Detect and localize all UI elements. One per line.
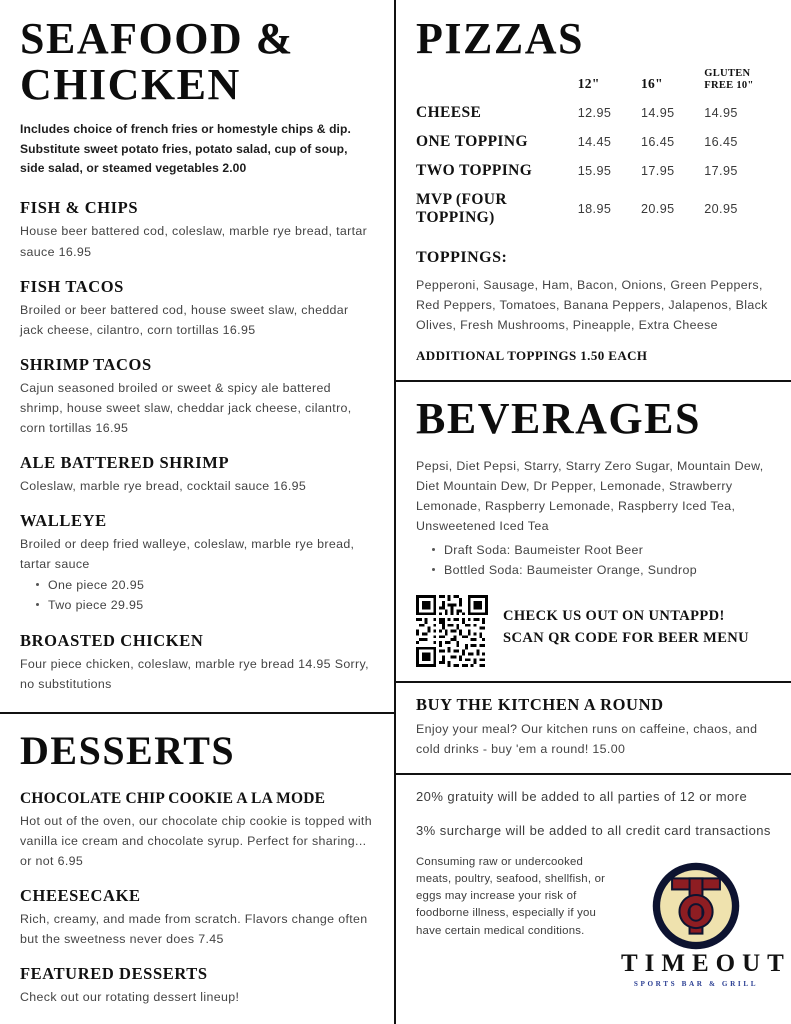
item-description: House beer battered cod, coleslaw, marble rye bread, tartar sauce 16.95 — [20, 224, 368, 259]
seafood-intro-text: Includes choice of french fries or homestyle chips & dip. Substitute sweet potato fries, potato salad, cup of soup, side salad, or steamed vegetables 2.00 — [20, 122, 351, 176]
section-kitchen-round — [396, 683, 791, 759]
item-description: Broiled or deep fried walleye, coleslaw, marble rye bread, tartar sauce — [20, 537, 355, 572]
menu-item — [20, 277, 374, 340]
menu-item — [20, 453, 374, 496]
pizza-price: 14.95 — [641, 106, 675, 121]
pizza-price: 15.95 — [577, 164, 612, 179]
item-name: ALE BATTERED SHRIMP — [20, 453, 230, 473]
kitchen-round-description: Enjoy your meal? Our kitchen runs on caffeine, chaos, and cold drinks - buy 'em a round! 15.00 — [416, 721, 758, 756]
pizza-price: 16.45 — [641, 135, 675, 150]
pizza-name: ONE TOPPING — [416, 133, 528, 151]
section-desserts — [0, 714, 394, 1008]
item-option-list — [34, 575, 374, 615]
timeout-logo — [621, 854, 791, 988]
beverages-option-list — [430, 540, 771, 580]
menu-item — [20, 631, 374, 694]
header-size-gluten-free: GLUTEN FREE 10" — [704, 68, 754, 91]
section-title-seafood-chicken: SEAFOOD & CHICKEN — [20, 14, 294, 110]
list-item: Draft Soda: Baumeister Root Beer — [430, 540, 771, 560]
pizza-price: 14.45 — [577, 135, 612, 150]
untappd-qr-row[interactable] — [416, 595, 771, 667]
pizza-price: 16.45 — [704, 135, 738, 150]
item-name: BROASTED CHICKEN — [20, 630, 204, 650]
footer-row — [416, 854, 791, 988]
additional-toppings-note: ADDITIONAL TOPPINGS 1.50 EACH — [416, 347, 648, 363]
item-name: CHEESECAKE — [20, 886, 141, 905]
section-seafood-chicken — [0, 0, 394, 694]
section-title-desserts: DESSERTS — [20, 727, 236, 773]
menu-item — [20, 198, 374, 261]
menu-item — [20, 886, 374, 949]
qr-code-icon[interactable] — [416, 595, 488, 667]
section-notices — [396, 775, 791, 988]
table-header-row — [416, 68, 771, 99]
menu-item — [20, 964, 374, 1007]
item-description: Hot out of the oven, our chocolate chip cookie is topped with vanilla ice cream and chocolate syrup. Perfect for sharing... or not 6.95 — [20, 813, 372, 868]
header-blank — [416, 68, 578, 99]
pizza-price: 12.95 — [577, 106, 612, 121]
untappd-line-2: SCAN QR CODE FOR BEER MENU — [503, 630, 750, 647]
item-description: Four piece chicken, coleslaw, marble rye bread 14.95 Sorry, no substitutions — [20, 656, 369, 691]
pizza-price: 17.95 — [641, 164, 675, 179]
section-title-beverages: BEVERAGES — [416, 393, 701, 443]
logo-wordmark: TIMEOUT — [621, 949, 791, 977]
item-description: Broiled or beer battered cod, house sweet slaw, cheddar jack cheese, cilantro, corn tortillas 16.95 — [20, 302, 349, 337]
item-name: FISH & CHIPS — [20, 198, 139, 218]
item-name: WALLEYE — [20, 511, 107, 531]
toppings-list: Pepperoni, Sausage, Ham, Bacon, Onions, Green Peppers, Red Peppers, Tomatoes, Banana Peppers, Jalapenos, Black Olives, Fresh Mushrooms, Pineapple, Extra Cheese — [416, 277, 768, 332]
untappd-line-1: CHECK US OUT ON UNTAPPD! — [503, 607, 725, 624]
timeout-monogram-icon — [650, 860, 742, 952]
kitchen-round-title: BUY THE KITCHEN A ROUND — [416, 694, 664, 714]
menu-item — [20, 790, 374, 871]
section-pizzas — [396, 0, 791, 364]
beverages-list: Pepsi, Diet Pepsi, Starry, Starry Zero Sugar, Mountain Dew, Diet Mountain Dew, Dr Pepper, Lemonade, Strawberry Lemonade, Raspberry Lemonade, Raspberry Iced Tea, Unsweetened Iced Tea — [416, 459, 764, 534]
pizza-price: 20.95 — [641, 202, 675, 217]
list-item: One piece 20.95 — [34, 575, 374, 595]
item-description: Coleslaw, marble rye bread, cocktail sauce 16.95 — [20, 479, 307, 494]
pizza-price: 18.95 — [577, 202, 612, 217]
pizza-price: 20.95 — [704, 202, 738, 217]
item-name: SHRIMP TACOS — [20, 354, 152, 374]
menu-item — [20, 355, 374, 438]
item-description: Rich, creamy, and made from scratch. Flavors change often but the sweetness never does 7.45 — [20, 912, 368, 947]
pizza-price: 17.95 — [704, 164, 738, 179]
item-name: FEATURED DESSERTS — [20, 964, 208, 984]
section-title-pizzas: PIZZAS — [416, 14, 584, 63]
list-item: Two piece 29.95 — [34, 595, 374, 615]
pizza-name: MVP (FOUR TOPPING) — [416, 191, 507, 227]
logo-tagline: SPORTS BAR & GRILL — [633, 979, 759, 988]
header-size-16: 16" — [641, 75, 663, 91]
table-row — [416, 186, 771, 233]
untappd-text-block — [503, 595, 749, 650]
item-name: CHOCOLATE CHIP COOKIE A LA MODE — [20, 789, 326, 807]
pizza-name: TWO TOPPING — [416, 162, 533, 180]
header-size-12: 12" — [577, 75, 600, 91]
foodborne-illness-disclaimer: Consuming raw or undercooked meats, poultry, seafood, shellfish, or eggs may increase your risk of foodborne illness, especially if you have certain medical conditions. — [416, 855, 606, 937]
list-item: Bottled Soda: Baumeister Orange, Sundrop — [430, 560, 771, 580]
left-column — [0, 0, 394, 1024]
toppings-label: TOPPINGS: — [416, 248, 508, 266]
pizza-price-table — [416, 68, 771, 233]
section-beverages — [396, 382, 791, 667]
item-description: Check out our rotating dessert lineup! — [20, 990, 240, 1005]
table-row — [416, 157, 771, 186]
pizza-name: CHEESE — [416, 104, 482, 122]
table-row — [416, 128, 771, 157]
menu-item — [20, 511, 374, 615]
pizza-price: 14.95 — [704, 106, 738, 121]
surcharge-notice: 3% surcharge will be added to all credit card transactions — [416, 822, 771, 838]
table-row — [416, 99, 771, 128]
item-description: Cajun seasoned broiled or sweet & spicy ale battered shrimp, house sweet slaw, cheddar jack cheese, cilantro, corn tortillas 16.95 — [20, 380, 352, 435]
item-name: FISH TACOS — [20, 276, 124, 296]
gratuity-notice: 20% gratuity will be added to all parties of 12 or more — [416, 788, 748, 804]
right-column — [394, 0, 791, 1024]
